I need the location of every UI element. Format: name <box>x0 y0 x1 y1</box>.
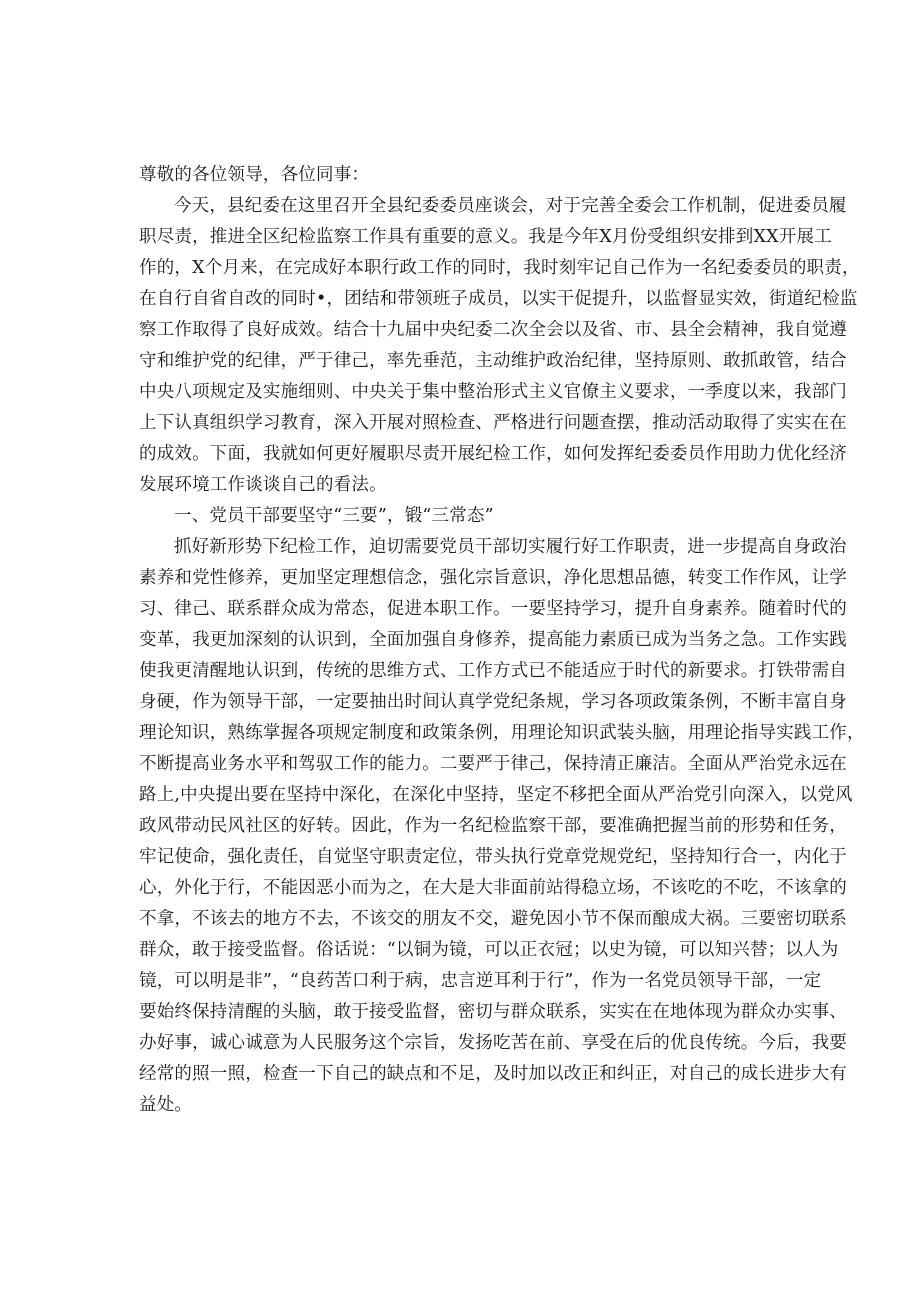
paragraph-line: 在自行自省自改的同时•，团结和带领班子成员，以实干促提升，以监督显实效，街道纪检监 <box>139 289 858 309</box>
paragraph-line: 路上,中央提出要在坚持中深化，在深化中坚持，坚定不移把全面从严治党引向深入，以党风 <box>139 785 853 805</box>
paragraph-line: 经常的照一照，检查一下自己的缺点和不足，及时加以改正和纠正，对自己的成长进步大有 <box>139 1064 847 1084</box>
paragraph-line: 心，外化于行，不能因恶小而为之，在大是大非面前站得稳立场，不该吃的不吃，不该拿的 <box>139 878 847 898</box>
paragraph-line: 身硬，作为领导干部，一定要抽出时间认真学党纪条规，学习各项政策条例，不断丰富自身 <box>139 692 847 712</box>
paragraph-line: 作的，X个月来，在完成好本职行政工作的同时，我时刻牢记自己作为一名纪委委员的职责， <box>139 258 860 278</box>
salutation: 尊敬的各位领导，各位同事： <box>139 165 370 185</box>
paragraph-section-one <box>139 532 865 1121</box>
paragraph-line: 镜，可以明是非”，“良药苦口利于病，忠言逆耳利于行”，作为一名党员领导干部，一定 <box>139 971 822 991</box>
paragraph-line: 办好事，诚心诚意为人民服务这个宗旨，发扬吃苦在前、享受在后的优良传统。今后，我要 <box>139 1033 847 1053</box>
paragraph-line: 抓好新形势下纪检工作，迫切需要党员干部切实履行好工作职责，进一步提高自身政治 <box>174 537 847 557</box>
paragraph-line: 的成效。下面，我就如何更好履职尽责开展纪检工作，如何发挥纪委委员作用助力优化经济 <box>139 444 847 464</box>
paragraph-line: 发展环境工作谈谈自己的看法。 <box>139 475 387 495</box>
paragraph-line: 要始终保持清醒的头脑，敢于接受监督，密切与群众联系，实实在在地体现为群众办实事、 <box>139 1002 847 1022</box>
paragraph-line: 中央八项规定及实施细则、中央关于集中整治形式主义官僚主义要求，一季度以来，我部门 <box>139 382 847 402</box>
paragraph-line: 察工作取得了良好成效。结合十九届中央纪委二次全会以及省、市、县全会精神，我自觉遵 <box>139 320 847 340</box>
paragraph-line: 上下认真组织学习教育，深入开展对照检查、严格进行问题查摆，推动活动取得了实实在在 <box>139 413 847 433</box>
paragraph-line: 不拿，不该去的地方不去，不该交的朋友不交，避免因小节不保而酿成大祸。三要密切联系 <box>139 909 847 929</box>
paragraph-line: 职尽责，推进全区纪检监察工作具有重要的意义。我是今年X月份受组织安排到XX开展工 <box>139 227 832 247</box>
paragraph-line: 不断提高业务水平和驾驭工作的能力。二要严于律己，保持清正廉洁。全面从严治党永远在 <box>139 754 847 774</box>
paragraph-line: 习、律己、联系群众成为常态，促进本职工作。一要坚持学习，提升自身素养。随着时代的 <box>139 599 847 619</box>
paragraph-line: 政风带动民风社区的好转。因此，作为一名纪检监察干部，要准确把握当前的形势和任务， <box>139 816 847 836</box>
paragraph-line: 牢记使命，强化责任，自觉坚守职责定位，带头执行党章党规党纪，坚持知行合一，内化于 <box>139 847 847 867</box>
document-page <box>139 160 865 1121</box>
paragraph-line: 变革，我更加深刻的认识到，全面加强自身修养，提高能力素质已成为当务之急。工作实践 <box>139 630 847 650</box>
paragraph-line: 今天，县纪委在这里召开全县纪委委员座谈会，对于完善全委会工作机制，促进委员履 <box>174 196 847 216</box>
paragraph-line: 理论知识，熟练掌握各项规定制度和政策条例，用理论知识武装头脑，用理论指导实践工作， <box>139 723 865 743</box>
paragraph-line: 使我更清醒地认识到，传统的思维方式、工作方式已不能适应于时代的新要求。打铁带需自 <box>139 661 847 681</box>
paragraph-line: 素养和党性修养，更加坚定理想信念，强化宗旨意识，净化思想品德，转变工作作风，让学 <box>139 568 847 588</box>
paragraph-line: 守和维护党的纪律，严于律己，率先垂范，主动维护政治纪律，坚持原则、敢抓敢管，结合 <box>139 351 847 371</box>
paragraph-line: 益处。 <box>139 1095 193 1115</box>
paragraph-intro <box>139 191 860 501</box>
section-heading: 一、党员干部要坚守“三要”，锻“三常态” <box>174 506 494 526</box>
paragraph-line: 群众，敢于接受监督。俗话说：“以铜为镜，可以正衣冠；以史为镜，可以知兴替；以人为 <box>139 940 839 960</box>
